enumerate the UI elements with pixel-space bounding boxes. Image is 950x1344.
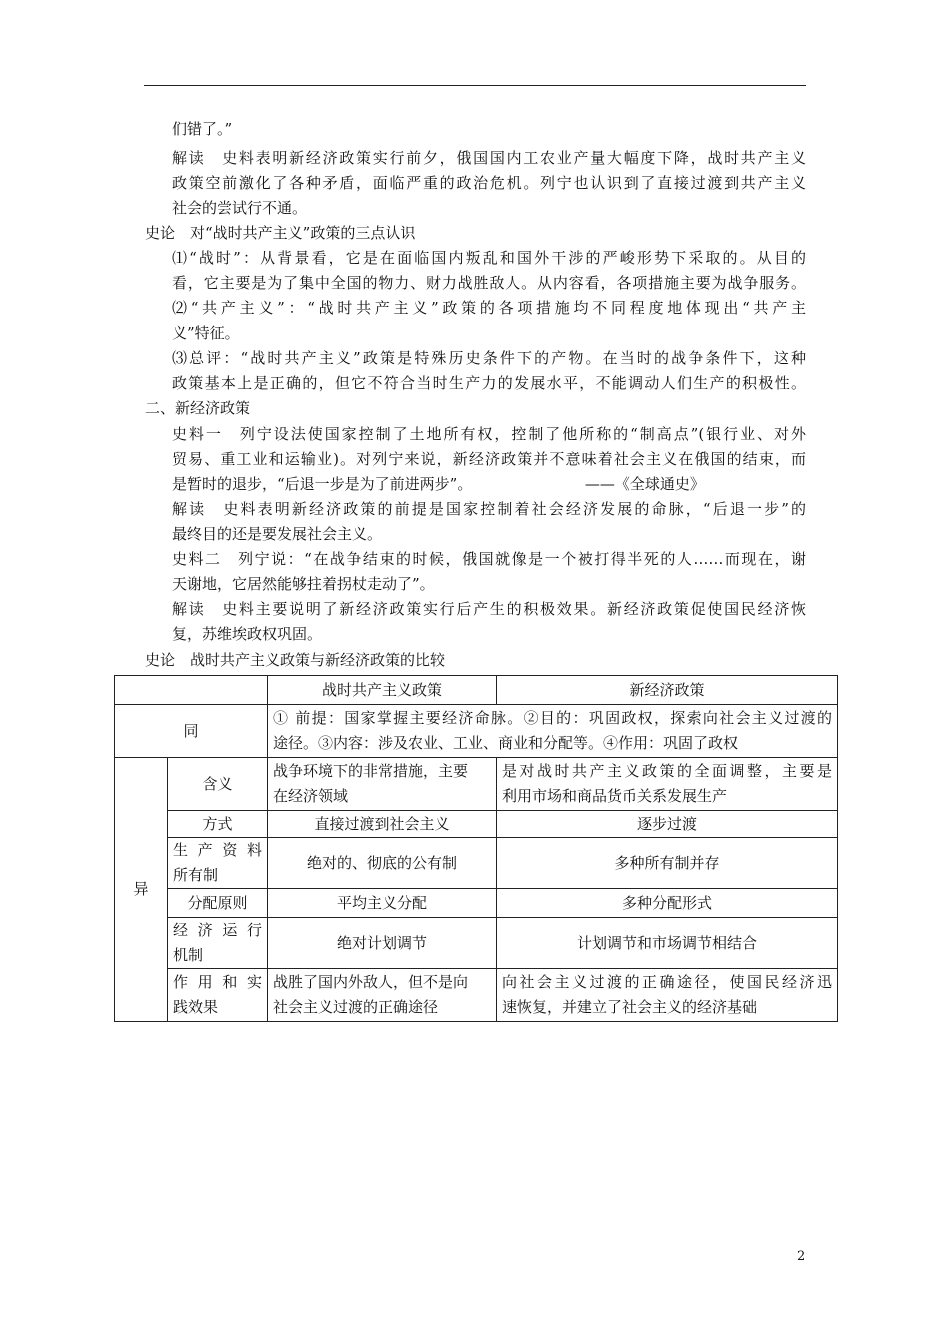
- cell-line: 机制: [173, 946, 204, 964]
- header-cell-empty: [115, 676, 268, 705]
- table-row: [115, 969, 838, 1022]
- same-label-cell: 同: [115, 705, 268, 758]
- cell-line: 战争环境下的非常措施，主要: [273, 762, 469, 780]
- table-row: [115, 889, 838, 918]
- cell-line: 向社会主义过渡的正确途径，使国民经济迅: [502, 973, 832, 991]
- table-header-row: [115, 676, 838, 705]
- header-cell-war-communism: 战时共产主义政策: [268, 676, 497, 705]
- section-heading: 史论 战时共产主义政策与新经济政策的比较: [145, 651, 446, 669]
- header-cell-nep: 新经济政策: [497, 676, 838, 705]
- aspect-cell: [168, 969, 268, 1022]
- nep-cell: 多种分配形式: [497, 889, 838, 918]
- text-line: 义”特征。: [172, 324, 240, 342]
- text-line: 最终目的还是要发展社会主义。: [172, 525, 383, 543]
- cell-line: 社会主义过渡的正确途径: [273, 998, 439, 1016]
- section-heading: 史论 对“战时共产主义”政策的三点认识: [145, 224, 416, 242]
- text-line: ⑴“战时”：从背景看，它是在面临国内叛乱和国外干涉的严峻形势下采取的。从目的: [172, 249, 806, 267]
- page-number: 2: [797, 1249, 806, 1264]
- nep-cell: [497, 758, 838, 811]
- diff-label-cell: 异: [115, 758, 168, 1022]
- aspect-cell: 方式: [168, 811, 268, 838]
- text-line: ⑶总评：“战时共产主义”政策是特殊历史条件下的产物。在当时的战争条件下，这种: [172, 349, 806, 367]
- nep-cell: 计划调节和市场调节相结合: [497, 918, 838, 969]
- text-line: 史料一 列宁设法使国家控制了土地所有权，控制了他所称的“制高点”(银行业、对外: [172, 425, 806, 443]
- aspect-cell: 含义: [168, 758, 268, 811]
- war-cell: 绝对计划调节: [268, 918, 497, 969]
- text-line: 看，它主要是为了集中全国的物力、财力战胜敌人。从内容看，各项措施主要为战争服务。: [172, 274, 806, 292]
- nep-cell: [497, 969, 838, 1022]
- comparison-table: [114, 675, 838, 1022]
- text-line: 解读 史料主要说明了新经济政策实行后产生的积极效果。新经济政策促使国民经济恢: [172, 600, 806, 618]
- cell-line: 践效果: [173, 998, 219, 1016]
- cell-line: 速恢复，并建立了社会主义的经济基础: [502, 998, 758, 1016]
- text-line: 政策空前激化了各种矛盾，面临严重的政治危机。列宁也认识到了直接过渡到共产主义: [172, 174, 806, 192]
- aspect-cell: 分配原则: [168, 889, 268, 918]
- table-row: [115, 918, 838, 969]
- war-cell: [268, 969, 497, 1022]
- header-rule: [144, 85, 806, 86]
- text-line: 复，苏维埃政权巩固。: [172, 625, 323, 643]
- text-line: 史料二 列宁说：“在战争结束的时候，俄国就像是一个被打得半死的人……而现在，谢: [172, 550, 806, 568]
- text-line: 解读 史料表明新经济政策实行前夕，俄国国内工农业产量大幅度下降，战时共产主义: [172, 149, 806, 167]
- cell-line: 作用和实: [173, 973, 262, 991]
- nep-cell: 逐步过渡: [497, 811, 838, 838]
- text-line: 天谢地，它居然能够拄着拐杖走动了”。: [172, 575, 435, 593]
- text-line: 贸易、重工业和运输业)。对列宁来说，新经济政策并不意味着社会主义在俄国的结束，而: [172, 450, 806, 468]
- table-row: [115, 758, 838, 811]
- same-text-cell: [268, 705, 838, 758]
- cell-line: 途径。③内容：涉及农业、工业、商业和分配等。④作用：巩固了政权: [273, 734, 739, 752]
- text-line: 社会的尝试行不通。: [172, 199, 308, 217]
- cell-line: 战胜了国内外敌人，但不是向: [273, 973, 469, 991]
- table-row: [115, 811, 838, 838]
- text-line: 是暂时的退步，“后退一步是为了前进两步”。 ——《全球通史》: [172, 475, 705, 493]
- aspect-cell: [168, 838, 268, 889]
- war-cell: 绝对的、彻底的公有制: [268, 838, 497, 889]
- cell-line: 是对战时共产主义政策的全面调整，主要是: [502, 762, 832, 780]
- cell-line: 在经济领域: [273, 787, 349, 805]
- war-cell: 直接过渡到社会主义: [268, 811, 497, 838]
- cell-line: 经济运行: [173, 921, 262, 939]
- cell-line: ① 前提：国家掌握主要经济命脉。②目的：巩固政权，探索向社会主义过渡的: [273, 709, 832, 727]
- text-line: 解读 史料表明新经济政策的前提是国家控制着社会经济发展的命脉，“后退一步”的: [172, 500, 806, 518]
- aspect-cell: [168, 918, 268, 969]
- cell-line: 利用市场和商品货币关系发展生产: [502, 787, 728, 805]
- war-cell: 平均主义分配: [268, 889, 497, 918]
- war-cell: [268, 758, 497, 811]
- nep-cell: 多种所有制并存: [497, 838, 838, 889]
- text-line: 们错了。”: [172, 120, 233, 138]
- section-heading: 二、新经济政策: [145, 399, 251, 417]
- table-row-same: [115, 705, 838, 758]
- cell-line: 生产资料: [173, 841, 262, 859]
- text-line: ⑵“共产主义”：“战时共产主义”政策的各项措施均不同程度地体现出“共产主: [172, 299, 806, 317]
- text-line: 政策基本上是正确的，但它不符合当时生产力的发展水平，不能调动人们生产的积极性。: [172, 374, 806, 392]
- cell-line: 所有制: [173, 866, 219, 884]
- table-row: [115, 838, 838, 889]
